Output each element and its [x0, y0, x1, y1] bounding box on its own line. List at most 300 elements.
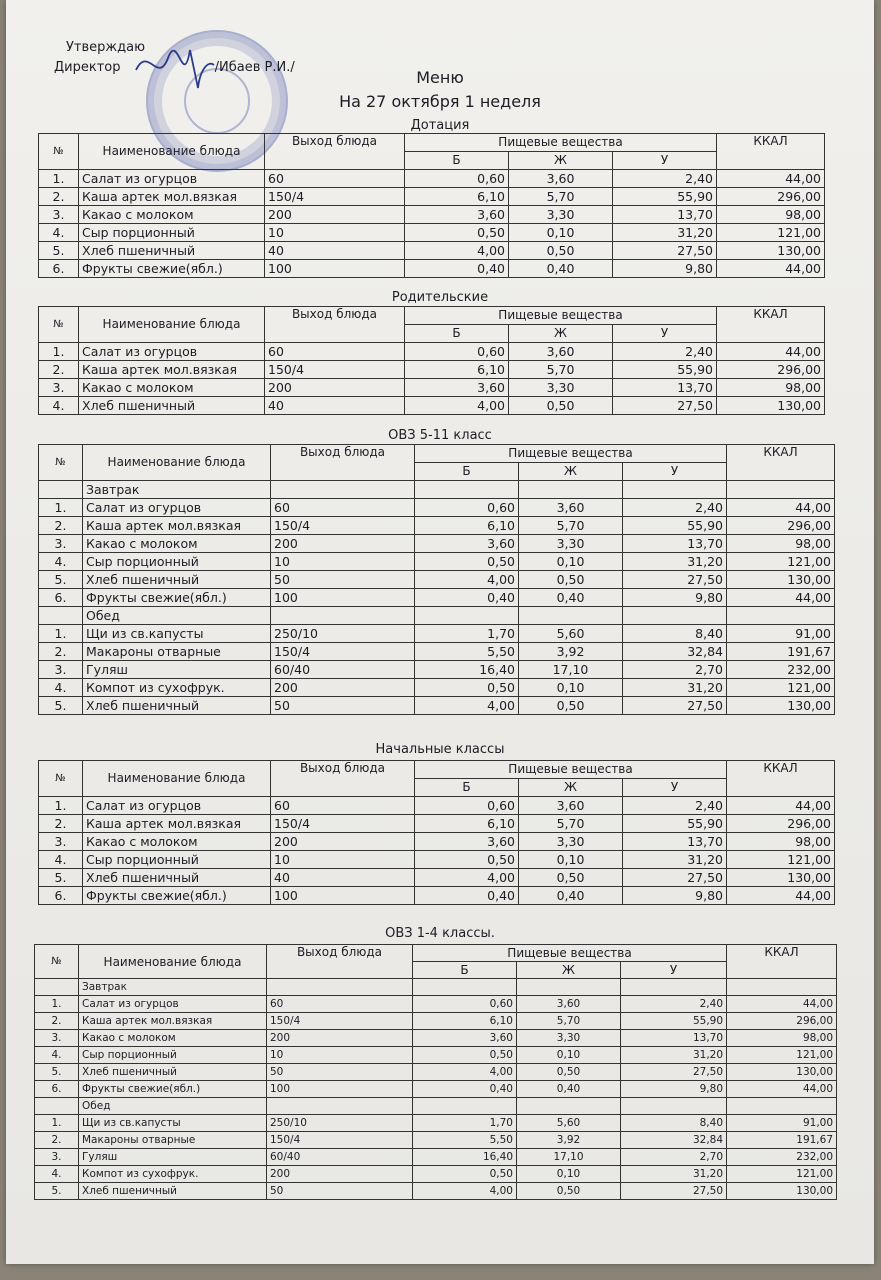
- dish-name: Хлеб пшеничный: [79, 1064, 267, 1081]
- dish-name: Хлеб пшеничный: [79, 397, 265, 415]
- row-number: 4.: [35, 1047, 79, 1064]
- protein-value: 0,60: [405, 170, 509, 188]
- row-number: 4.: [35, 1166, 79, 1183]
- table-row: [39, 797, 835, 815]
- dish-name: Сыр порционный: [83, 851, 271, 869]
- table-row: [35, 996, 837, 1013]
- row-number: 2.: [39, 188, 79, 206]
- protein-value: 0,50: [415, 851, 519, 869]
- protein-value: 6,10: [405, 361, 509, 379]
- dish-name: Фрукты свежие(ябл.): [79, 1081, 267, 1098]
- carbs-value: 2,40: [621, 996, 727, 1013]
- row-number: 5.: [39, 697, 83, 715]
- header-b: Б: [405, 325, 509, 343]
- fat-value: 0,10: [519, 679, 623, 697]
- fat-value: 3,60: [519, 797, 623, 815]
- table-row: [35, 1013, 837, 1030]
- row-number: 3.: [39, 206, 79, 224]
- table-row: [35, 1166, 837, 1183]
- row-number: 5.: [35, 1064, 79, 1081]
- protein-value: 0,40: [415, 887, 519, 905]
- dish-yield: 250/10: [271, 625, 415, 643]
- meal-label-row: [39, 607, 835, 625]
- kcal-value: 98,00: [717, 206, 825, 224]
- carbs-value: 13,70: [613, 206, 717, 224]
- empty-cell: [415, 481, 519, 499]
- carbs-value: 2,70: [623, 661, 727, 679]
- row-number: 3.: [39, 661, 83, 679]
- row-number: 5.: [39, 869, 83, 887]
- dish-name: Компот из сухофрук.: [83, 679, 271, 697]
- table-row: [39, 869, 835, 887]
- kcal-value: 130,00: [727, 1064, 837, 1081]
- empty-cell: [621, 979, 727, 996]
- kcal-value: 296,00: [717, 361, 825, 379]
- fat-value: 5,60: [517, 1115, 621, 1132]
- kcal-value: 121,00: [727, 553, 835, 571]
- carbs-value: 32,84: [623, 643, 727, 661]
- carbs-value: 2,40: [623, 499, 727, 517]
- protein-value: 6,10: [413, 1013, 517, 1030]
- row-number: 2.: [39, 815, 83, 833]
- row-number: 2.: [39, 361, 79, 379]
- dish-name: Какао с молоком: [79, 1030, 267, 1047]
- protein-value: 4,00: [413, 1183, 517, 1200]
- header-zh: Ж: [519, 463, 623, 481]
- kcal-value: 296,00: [727, 815, 835, 833]
- header-b: Б: [413, 962, 517, 979]
- kcal-value: 232,00: [727, 1149, 837, 1166]
- empty-cell: [35, 1098, 79, 1115]
- empty-cell: [621, 1098, 727, 1115]
- kcal-value: 44,00: [727, 797, 835, 815]
- kcal-value: 121,00: [727, 1166, 837, 1183]
- empty-cell: [519, 607, 623, 625]
- table-row: [35, 1149, 837, 1166]
- kcal-value: 44,00: [717, 260, 825, 278]
- table-row: [35, 1047, 837, 1064]
- header-kcal: ККАЛ: [717, 307, 825, 343]
- header-kcal: ККАЛ: [727, 945, 837, 979]
- header-yield: Выход блюда: [265, 134, 405, 170]
- menu-table-primary: [38, 760, 835, 905]
- dish-yield: 60/40: [267, 1149, 413, 1166]
- table-row: [39, 553, 835, 571]
- fat-value: 5,60: [519, 625, 623, 643]
- header-name: Наименование блюда: [79, 945, 267, 979]
- kcal-value: 130,00: [727, 571, 835, 589]
- dish-yield: 200: [265, 206, 405, 224]
- kcal-value: 130,00: [727, 1183, 837, 1200]
- fat-value: 3,30: [509, 206, 613, 224]
- dish-name: Какао с молоком: [79, 379, 265, 397]
- row-number: 5.: [35, 1183, 79, 1200]
- dish-yield: 150/4: [265, 361, 405, 379]
- header-num: №: [35, 945, 79, 979]
- header-yield: Выход блюда: [265, 307, 405, 343]
- fat-value: 0,50: [517, 1183, 621, 1200]
- protein-value: 0,60: [415, 797, 519, 815]
- dish-yield: 10: [267, 1047, 413, 1064]
- protein-value: 0,60: [413, 996, 517, 1013]
- fat-value: 17,10: [517, 1149, 621, 1166]
- dish-yield: 200: [267, 1166, 413, 1183]
- meal-label-row: [35, 979, 837, 996]
- protein-value: 6,10: [405, 188, 509, 206]
- carbs-value: 2,70: [621, 1149, 727, 1166]
- row-number: 2.: [35, 1132, 79, 1149]
- dish-name: Салат из огурцов: [83, 499, 271, 517]
- fat-value: 5,70: [517, 1013, 621, 1030]
- table-row: [39, 397, 825, 415]
- row-number: 6.: [39, 260, 79, 278]
- table-row: [39, 589, 835, 607]
- header-nutrients: Пищевые вещества: [413, 945, 727, 962]
- protein-value: 0,40: [405, 260, 509, 278]
- row-number: 1.: [39, 343, 79, 361]
- row-number: 3.: [39, 833, 83, 851]
- carbs-value: 31,20: [621, 1166, 727, 1183]
- fat-value: 3,60: [509, 343, 613, 361]
- dish-yield: 200: [271, 535, 415, 553]
- header-b: Б: [415, 779, 519, 797]
- dish-yield: 60: [271, 499, 415, 517]
- kcal-value: 121,00: [727, 1047, 837, 1064]
- fat-value: 0,40: [519, 887, 623, 905]
- protein-value: 3,60: [413, 1030, 517, 1047]
- table-row: [35, 1081, 837, 1098]
- row-number: 4.: [39, 679, 83, 697]
- protein-value: 1,70: [413, 1115, 517, 1132]
- carbs-value: 31,20: [613, 224, 717, 242]
- kcal-value: 44,00: [727, 996, 837, 1013]
- dish-yield: 60: [271, 797, 415, 815]
- table-row: [35, 1115, 837, 1132]
- carbs-value: 55,90: [613, 361, 717, 379]
- fat-value: 0,10: [509, 224, 613, 242]
- dish-name: Салат из огурцов: [83, 797, 271, 815]
- carbs-value: 32,84: [621, 1132, 727, 1149]
- kcal-value: 130,00: [717, 242, 825, 260]
- header-name: Наименование блюда: [83, 445, 271, 481]
- row-number: 4.: [39, 553, 83, 571]
- protein-value: 0,60: [415, 499, 519, 517]
- fat-value: 0,50: [509, 242, 613, 260]
- section-title-primary: Начальные классы: [375, 742, 505, 757]
- carbs-value: 27,50: [621, 1183, 727, 1200]
- fat-value: 3,92: [519, 643, 623, 661]
- dish-yield: 150/4: [265, 188, 405, 206]
- carbs-value: 31,20: [621, 1047, 727, 1064]
- header-num: №: [39, 761, 83, 797]
- header-num: №: [39, 307, 79, 343]
- dish-name: Сыр порционный: [79, 224, 265, 242]
- dish-yield: 10: [271, 851, 415, 869]
- kcal-value: 191,67: [727, 643, 835, 661]
- page-title: Меню: [416, 68, 464, 87]
- fat-value: 0,40: [519, 589, 623, 607]
- carbs-value: 8,40: [621, 1115, 727, 1132]
- carbs-value: 2,40: [623, 797, 727, 815]
- kcal-value: 44,00: [717, 170, 825, 188]
- header-name: Наименование блюда: [79, 134, 265, 170]
- dish-name: Сыр порционный: [79, 1047, 267, 1064]
- empty-cell: [413, 1098, 517, 1115]
- row-number: 1.: [35, 1115, 79, 1132]
- carbs-value: 27,50: [623, 697, 727, 715]
- empty-cell: [519, 481, 623, 499]
- empty-cell: [727, 607, 835, 625]
- menu-table-parents: [38, 306, 825, 415]
- header-name: Наименование блюда: [79, 307, 265, 343]
- dish-name: Хлеб пшеничный: [79, 242, 265, 260]
- table-row: [39, 535, 835, 553]
- protein-value: 16,40: [415, 661, 519, 679]
- kcal-value: 98,00: [727, 535, 835, 553]
- fat-value: 0,50: [519, 571, 623, 589]
- kcal-value: 98,00: [717, 379, 825, 397]
- protein-value: 5,50: [415, 643, 519, 661]
- protein-value: 16,40: [413, 1149, 517, 1166]
- dish-name: Каша артек мол.вязкая: [83, 815, 271, 833]
- row-number: 1.: [39, 499, 83, 517]
- carbs-value: 13,70: [613, 379, 717, 397]
- carbs-value: 2,40: [613, 170, 717, 188]
- carbs-value: 2,40: [613, 343, 717, 361]
- header-zh: Ж: [519, 779, 623, 797]
- carbs-value: 27,50: [623, 869, 727, 887]
- dish-yield: 50: [271, 697, 415, 715]
- fat-value: 0,40: [509, 260, 613, 278]
- empty-cell: [267, 1098, 413, 1115]
- fat-value: 5,70: [519, 517, 623, 535]
- table-row: [39, 361, 825, 379]
- meal-label-row: [39, 481, 835, 499]
- header-name: Наименование блюда: [83, 761, 271, 797]
- empty-cell: [415, 607, 519, 625]
- fat-value: 5,70: [519, 815, 623, 833]
- dish-name: Хлеб пшеничный: [83, 697, 271, 715]
- carbs-value: 13,70: [621, 1030, 727, 1047]
- header-u: У: [623, 779, 727, 797]
- empty-cell: [517, 979, 621, 996]
- empty-cell: [267, 979, 413, 996]
- carbs-value: 9,80: [613, 260, 717, 278]
- table-row: [39, 643, 835, 661]
- kcal-value: 121,00: [727, 851, 835, 869]
- menu-sheet: [6, 0, 874, 1264]
- section-title-ovz-1-4: ОВЗ 1-4 классы.: [385, 926, 495, 941]
- dish-yield: 200: [265, 379, 405, 397]
- header-u: У: [621, 962, 727, 979]
- carbs-value: 31,20: [623, 553, 727, 571]
- row-number: 1.: [39, 170, 79, 188]
- menu-table-dotation: [38, 133, 825, 278]
- carbs-value: 9,80: [623, 589, 727, 607]
- fat-value: 0,10: [519, 851, 623, 869]
- empty-cell: [517, 1098, 621, 1115]
- dish-name: Щи из св.капусты: [83, 625, 271, 643]
- page-subtitle: На 27 октября 1 неделя: [339, 92, 541, 111]
- dish-name: Сыр порционный: [83, 553, 271, 571]
- carbs-value: 31,20: [623, 679, 727, 697]
- dish-yield: 10: [265, 224, 405, 242]
- header-u: У: [623, 463, 727, 481]
- carbs-value: 55,90: [623, 517, 727, 535]
- dish-name: Макароны отварные: [79, 1132, 267, 1149]
- protein-value: 4,00: [405, 242, 509, 260]
- dish-yield: 150/4: [271, 815, 415, 833]
- dish-yield: 40: [265, 242, 405, 260]
- fat-value: 17,10: [519, 661, 623, 679]
- protein-value: 3,60: [415, 833, 519, 851]
- row-number: 3.: [35, 1030, 79, 1047]
- kcal-value: 121,00: [727, 679, 835, 697]
- kcal-value: 44,00: [717, 343, 825, 361]
- fat-value: 0,50: [517, 1064, 621, 1081]
- dish-yield: 50: [267, 1064, 413, 1081]
- header-b: Б: [405, 152, 509, 170]
- protein-value: 0,40: [413, 1081, 517, 1098]
- table-row: [39, 679, 835, 697]
- kcal-value: 121,00: [717, 224, 825, 242]
- fat-value: 3,30: [519, 535, 623, 553]
- row-number: 4.: [39, 851, 83, 869]
- director-name: /Ибаев Р.И./: [214, 60, 295, 75]
- header-yield: Выход блюда: [271, 761, 415, 797]
- header-nutrients: Пищевые вещества: [405, 134, 717, 152]
- protein-value: 3,60: [405, 379, 509, 397]
- meal-label-row: [35, 1098, 837, 1115]
- header-zh: Ж: [517, 962, 621, 979]
- row-number: 3.: [35, 1149, 79, 1166]
- header-nutrients: Пищевые вещества: [415, 445, 727, 463]
- dish-name: Гуляш: [79, 1149, 267, 1166]
- fat-value: 0,50: [519, 697, 623, 715]
- table-row: [39, 499, 835, 517]
- carbs-value: 9,80: [623, 887, 727, 905]
- section-title-ovz-5-11: ОВЗ 5-11 класс: [388, 428, 492, 443]
- dish-yield: 50: [271, 571, 415, 589]
- fat-value: 5,70: [509, 361, 613, 379]
- empty-cell: [39, 607, 83, 625]
- dish-yield: 50: [267, 1183, 413, 1200]
- dish-yield: 200: [267, 1030, 413, 1047]
- dish-yield: 200: [271, 679, 415, 697]
- kcal-value: 44,00: [727, 499, 835, 517]
- dish-name: Каша артек мол.вязкая: [83, 517, 271, 535]
- protein-value: 4,00: [415, 697, 519, 715]
- row-number: 1.: [35, 996, 79, 1013]
- protein-value: 0,50: [413, 1047, 517, 1064]
- row-number: 6.: [39, 589, 83, 607]
- protein-value: 4,00: [413, 1064, 517, 1081]
- empty-cell: [413, 979, 517, 996]
- dish-yield: 150/4: [271, 643, 415, 661]
- header-zh: Ж: [509, 325, 613, 343]
- row-number: 2.: [35, 1013, 79, 1030]
- header-kcal: ККАЛ: [717, 134, 825, 170]
- header-kcal: ККАЛ: [727, 761, 835, 797]
- kcal-value: 130,00: [727, 869, 835, 887]
- row-number: 3.: [39, 379, 79, 397]
- protein-value: 3,60: [405, 206, 509, 224]
- kcal-value: 130,00: [727, 697, 835, 715]
- carbs-value: 13,70: [623, 535, 727, 553]
- row-number: 3.: [39, 535, 83, 553]
- row-number: 5.: [39, 571, 83, 589]
- table-row: [39, 887, 835, 905]
- empty-cell: [271, 481, 415, 499]
- kcal-value: 130,00: [717, 397, 825, 415]
- fat-value: 3,60: [517, 996, 621, 1013]
- kcal-value: 44,00: [727, 589, 835, 607]
- table-row: [35, 1030, 837, 1047]
- protein-value: 0,50: [405, 224, 509, 242]
- section-title-parents: Родительские: [391, 290, 489, 305]
- protein-value: 1,70: [415, 625, 519, 643]
- protein-value: 0,60: [405, 343, 509, 361]
- table-row: [39, 260, 825, 278]
- fat-value: 3,30: [517, 1030, 621, 1047]
- kcal-value: 191,67: [727, 1132, 837, 1149]
- protein-value: 6,10: [415, 517, 519, 535]
- dish-yield: 100: [271, 589, 415, 607]
- dish-name: Каша артек мол.вязкая: [79, 361, 265, 379]
- fat-value: 3,60: [519, 499, 623, 517]
- table-row: [39, 815, 835, 833]
- fat-value: 0,50: [519, 869, 623, 887]
- kcal-value: 91,00: [727, 1115, 837, 1132]
- protein-value: 3,60: [415, 535, 519, 553]
- table-row: [39, 170, 825, 188]
- fat-value: 0,40: [517, 1081, 621, 1098]
- dish-yield: 10: [271, 553, 415, 571]
- row-number: 2.: [39, 517, 83, 535]
- kcal-value: 232,00: [727, 661, 835, 679]
- dish-name: Салат из огурцов: [79, 343, 265, 361]
- dish-name: Хлеб пшеничный: [83, 869, 271, 887]
- empty-cell: [623, 481, 727, 499]
- table-row: [35, 1132, 837, 1149]
- dish-name: Макароны отварные: [83, 643, 271, 661]
- dish-yield: 60: [265, 343, 405, 361]
- protein-value: 4,00: [415, 869, 519, 887]
- dish-name: Фрукты свежие(ябл.): [83, 887, 271, 905]
- protein-value: 4,00: [415, 571, 519, 589]
- empty-cell: [727, 481, 835, 499]
- fat-value: 0,10: [519, 553, 623, 571]
- kcal-value: 296,00: [727, 1013, 837, 1030]
- empty-cell: [623, 607, 727, 625]
- row-number: 6.: [35, 1081, 79, 1098]
- dish-yield: 60/40: [271, 661, 415, 679]
- dish-name: Хлеб пшеничный: [79, 1183, 267, 1200]
- kcal-value: 98,00: [727, 833, 835, 851]
- table-row: [39, 833, 835, 851]
- section-title-dotation: Дотация: [410, 118, 470, 133]
- table-row: [39, 851, 835, 869]
- dish-yield: 60: [265, 170, 405, 188]
- fat-value: 3,30: [509, 379, 613, 397]
- header-u: У: [613, 152, 717, 170]
- header-yield: Выход блюда: [271, 445, 415, 481]
- carbs-value: 27,50: [621, 1064, 727, 1081]
- empty-cell: [727, 979, 837, 996]
- fat-value: 3,30: [519, 833, 623, 851]
- dish-name: Фрукты свежие(ябл.): [83, 589, 271, 607]
- dish-name: Какао с молоком: [83, 833, 271, 851]
